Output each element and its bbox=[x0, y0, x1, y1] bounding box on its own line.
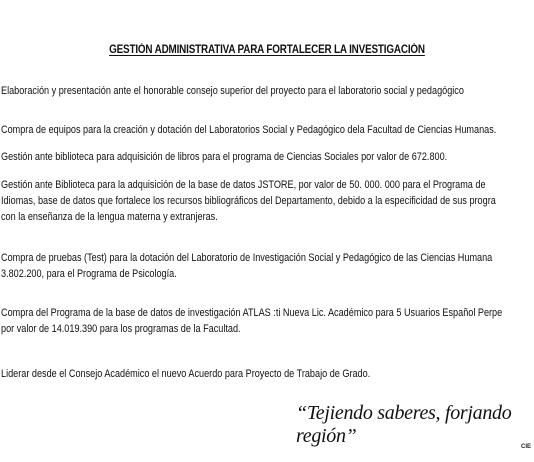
item-line: Idiomas, base de datos que fortalece los recursos bibliográficos del Departamento, debido a la especificidad de sus progra bbox=[1, 195, 496, 207]
item-line: con la enseñanza de la lengua materna y extranjeras. bbox=[1, 211, 218, 223]
list-item-compra-equipos bbox=[1, 122, 496, 138]
list-item-pruebas-test bbox=[1, 250, 492, 282]
item-line: Liderar desde el Consejo Académico el nuevo Acuerdo para Proyecto de Trabajo de Grado. bbox=[1, 368, 371, 380]
list-item-liderar-acuerdo bbox=[1, 366, 370, 382]
item-line: Elaboración y presentación ante el honorable consejo superior del proyecto para el laboratorio social y pedagógico bbox=[1, 85, 464, 97]
slogan: “Tejiendo saberes, forjando región” bbox=[296, 402, 512, 447]
list-item-gestion-libros bbox=[1, 149, 447, 165]
corner-label: CIE bbox=[521, 444, 532, 450]
item-line: Compra del Programa de la base de datos de investigación ATLAS :ti Nueva Lic. Académico para 5 Usuarios Español Perpe bbox=[1, 307, 503, 319]
item-line: 3.802.200, para el Programa de Psicología. bbox=[1, 268, 177, 280]
list-item-atlas-ti bbox=[1, 305, 502, 337]
item-line: Gestión ante Biblioteca para la adquisición de la base de datos JSTORE, por valor de 50. 000. 000 para el Programa de bbox=[1, 179, 486, 191]
list-item-jstore bbox=[1, 177, 496, 225]
item-line: por valor de 14.019.390 para los programas de la Facultad. bbox=[1, 323, 241, 335]
document-title: GESTIÓN ADMINISTRATIVA PARA FORTALECER LA INVESTIGACIÓN bbox=[109, 44, 425, 56]
list-item-elaboracion bbox=[1, 83, 464, 99]
item-line: Gestión ante biblioteca para adquisición de libros para el programa de Ciencias Sociales por valor de 672.800. bbox=[1, 151, 448, 163]
item-line: Compra de equipos para la creación y dotación del Laboratorios Social y Pedagógico dela Facultad de Ciencias Humanas. bbox=[1, 124, 497, 136]
item-line: Compra de pruebas (Test) para la dotación del Laboratorio de Investigación Social y Pedagógico de las Ciencias Humana bbox=[1, 252, 493, 264]
